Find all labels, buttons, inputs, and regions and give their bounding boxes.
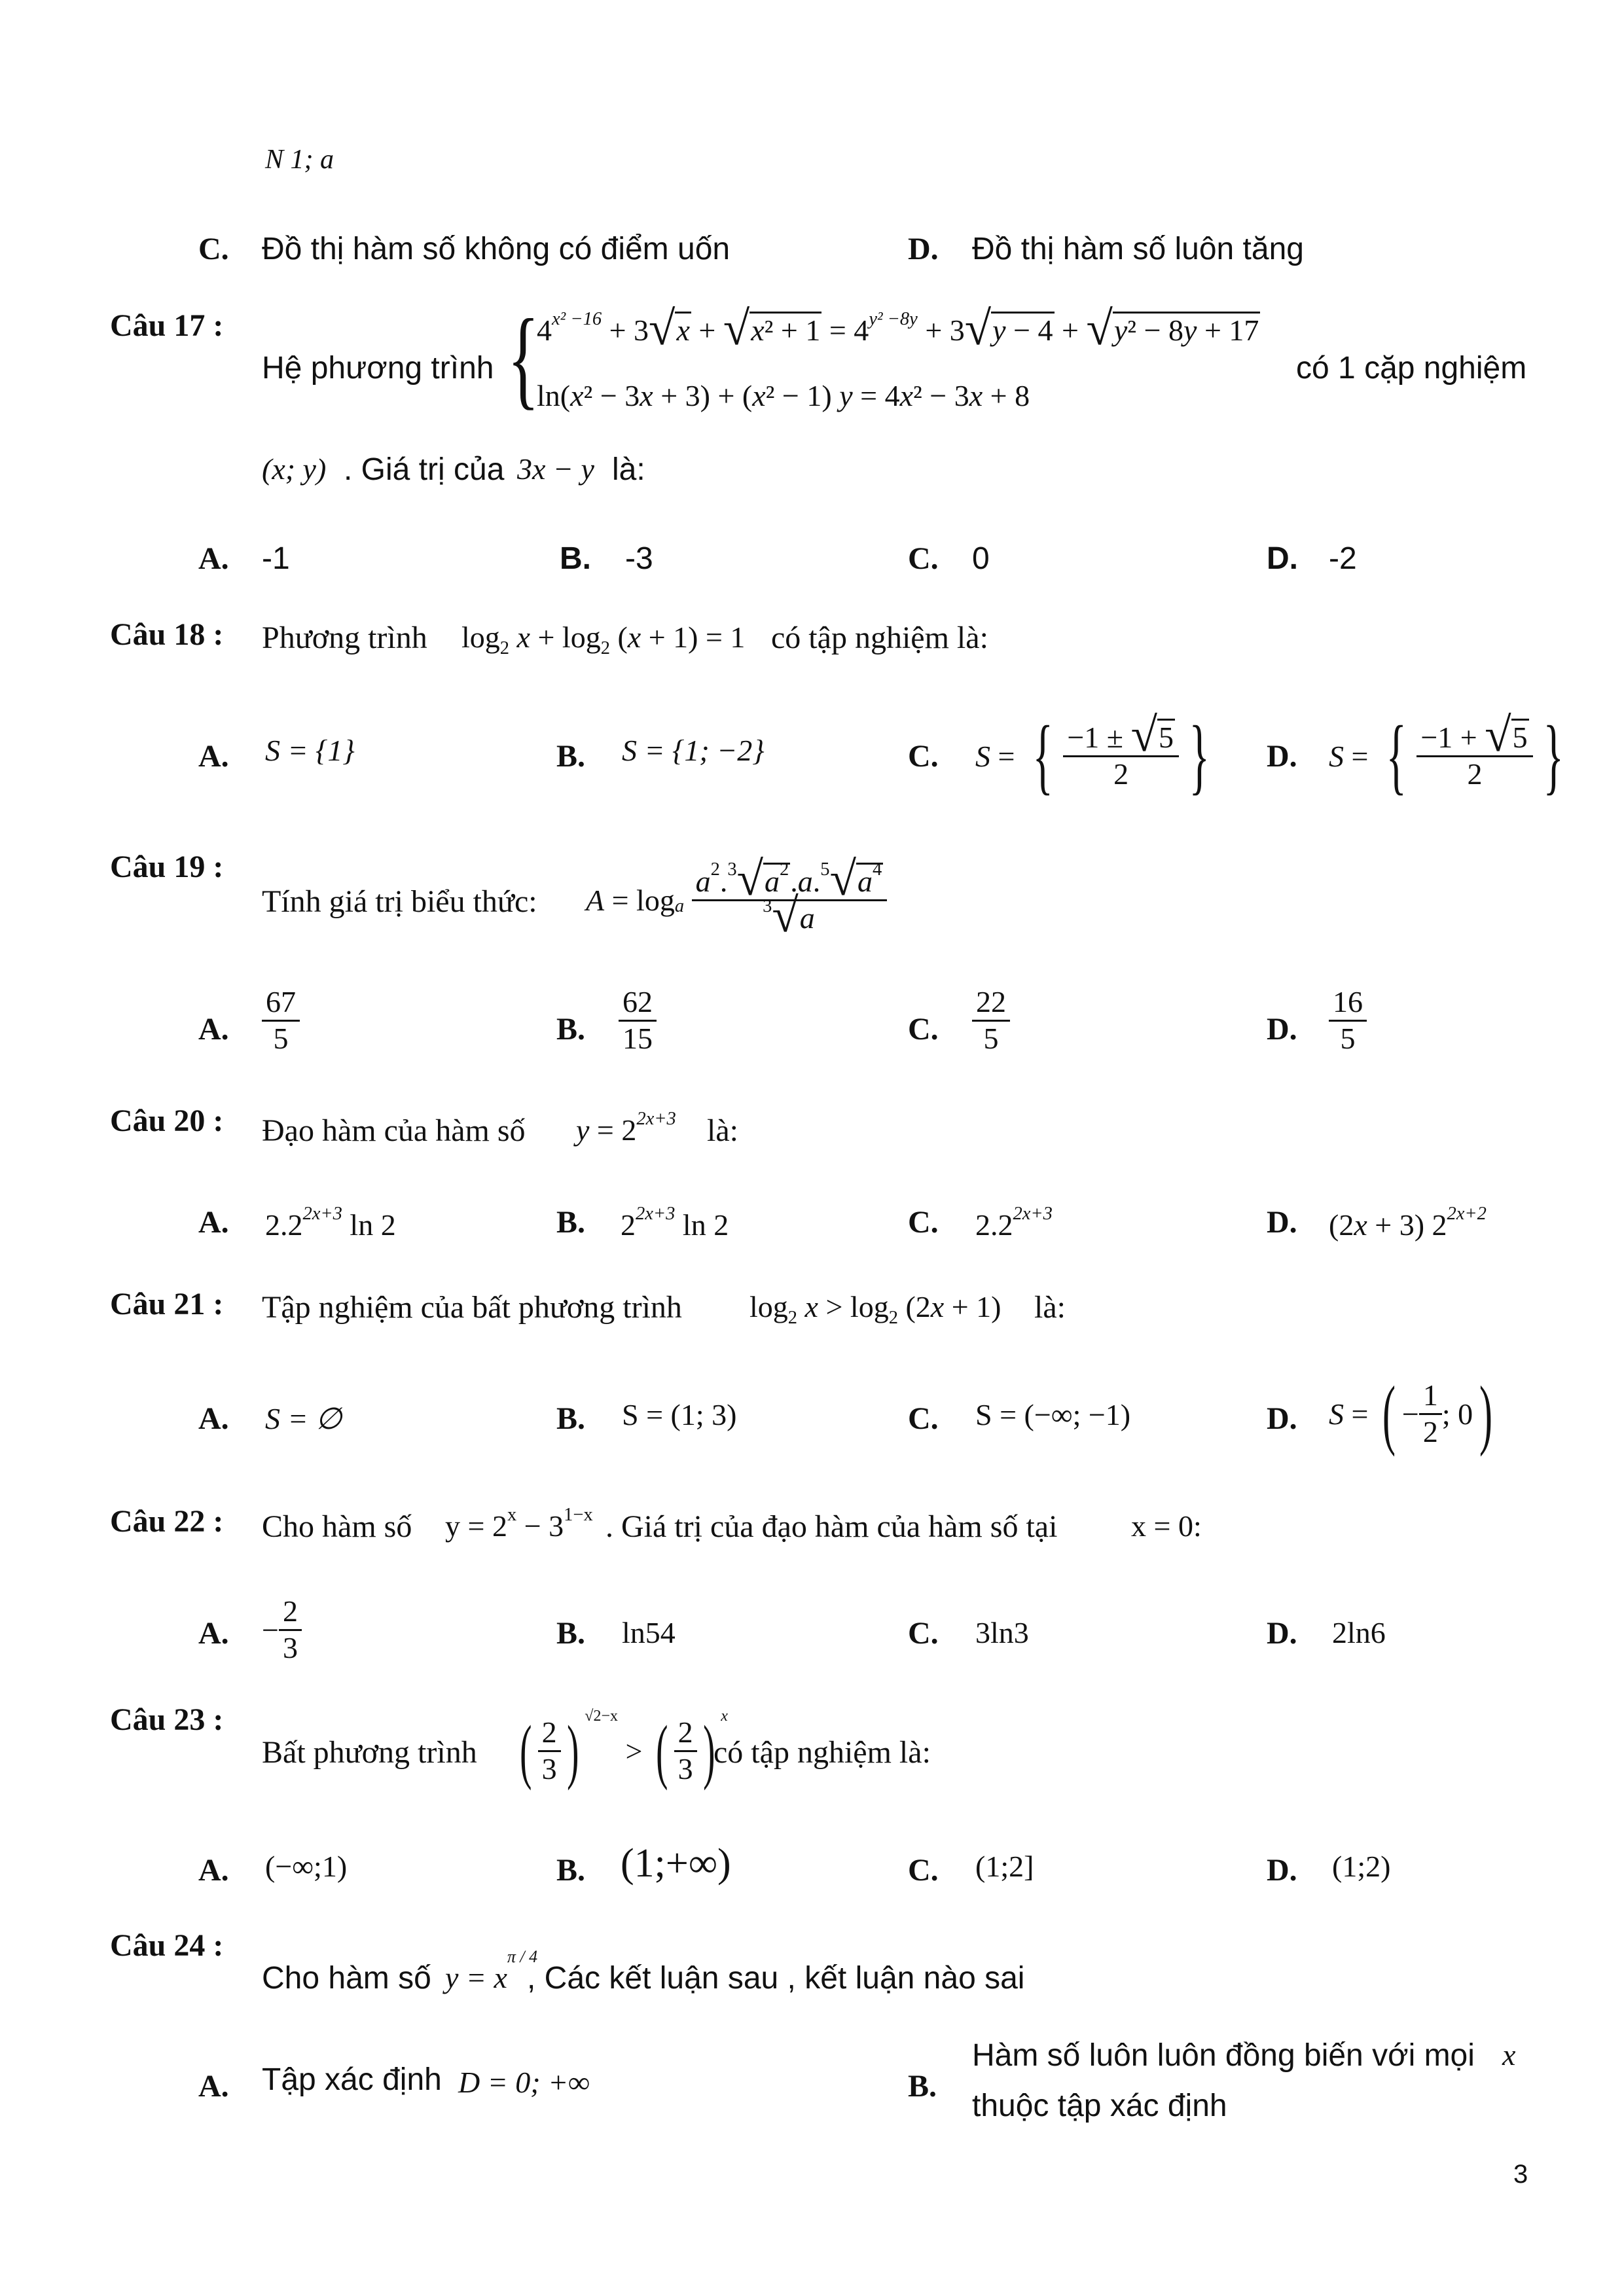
q18-equation: $\log_2 x + \log_2 (x + 1) = 1$ xyxy=(461,620,746,658)
q22-option-b-label: B. xyxy=(556,1616,586,1651)
q18-option-a-text: S = {1} xyxy=(265,734,355,767)
q17-number: Câu 17 : xyxy=(110,308,224,343)
q18-option-d-expr: S = { $\frac{-1 + √5}{2}$ } xyxy=(1329,708,1564,803)
q24-function: $y = x^{\pi / 4}$ xyxy=(445,1947,538,1994)
q19-option-c-fraction: $\frac{22}{5}$ xyxy=(972,985,1010,1056)
q17-option-a-label: A. xyxy=(198,541,229,576)
q22-point: x = 0: xyxy=(1131,1509,1202,1543)
q22-lead: Cho hàm số xyxy=(262,1509,412,1544)
q24-option-a-domain: D = 0; +∞ xyxy=(458,2066,590,2099)
q24-tail: , Các kết luận sau , kết luận nào sai xyxy=(527,1961,1025,1996)
q19-option-b-label: B. xyxy=(556,1012,586,1047)
q17-option-d-text: -2 xyxy=(1329,541,1357,576)
q22-option-a-label: A. xyxy=(198,1616,229,1651)
q17-option-b-text: -3 xyxy=(625,541,653,576)
q19-option-d-fraction: $\frac{16}{5}$ xyxy=(1329,985,1367,1056)
q19-number: Câu 19 : xyxy=(110,850,224,884)
q21-option-c-text: S = (−∞; −1) xyxy=(975,1398,1131,1431)
q16-option-c-label: C. xyxy=(198,232,229,266)
q18-option-b-label: B. xyxy=(556,739,586,774)
q20-option-d-label: D. xyxy=(1267,1205,1297,1240)
page-number: 3 xyxy=(1513,2160,1528,2189)
q24-option-b-line2: thuộc tập xác định xyxy=(972,2089,1227,2123)
q20-option-b-expr: $2^{2x+3}$ ln 2 xyxy=(621,1203,729,1242)
q22-number: Câu 22 : xyxy=(110,1504,224,1539)
q22-tail: . Giá trị của đạo hàm của hàm số tại xyxy=(605,1509,1058,1544)
q23-option-a-label: A. xyxy=(198,1853,229,1888)
q21-tail: là: xyxy=(1034,1290,1066,1325)
q20-option-d-expr: (2x + 3) $2^{2x+2}$ xyxy=(1329,1203,1487,1242)
q21-lead: Tập nghiệm của bất phương trình xyxy=(262,1290,682,1325)
q18-option-a-label: A. xyxy=(198,739,229,774)
q16-option-d-label: D. xyxy=(908,232,939,266)
q17-lead: Hệ phương trình xyxy=(262,351,494,386)
q20-lead: Đạo hàm của hàm số xyxy=(262,1113,526,1148)
q18-number: Câu 18 : xyxy=(110,617,224,652)
q19-expression: A = log $_a$ $\frac{a^2.^3√a^2.a.^5√a^4}{^3√a}$ xyxy=(586,848,887,952)
q21-option-d-expr: S = ( − $\frac{1}{2}$ ; 0 ) xyxy=(1329,1370,1493,1457)
q20-option-a-label: A. xyxy=(198,1205,229,1240)
q19-option-b-fraction: $\frac{62}{15}$ xyxy=(619,985,657,1056)
q22-option-d-label: D. xyxy=(1267,1616,1297,1651)
q21-option-b-text: S = (1; 3) xyxy=(622,1398,737,1431)
q22-option-b-text: ln54 xyxy=(622,1616,676,1649)
q19-option-a-fraction: $\frac{67}{5}$ xyxy=(262,985,300,1056)
q21-option-a-text: S = ∅ xyxy=(265,1402,342,1435)
q19-option-c-label: C. xyxy=(908,1012,939,1047)
q22-option-d-text: 2ln6 xyxy=(1332,1616,1386,1649)
q18-option-b-text: S = {1; −2} xyxy=(622,734,765,767)
q17-equation-2: ln(x² − 3x + 3) + (x² − 1) y = 4x² − 3x + 8 xyxy=(537,379,1030,412)
q23-lead: Bất phương trình xyxy=(262,1735,477,1770)
q23-option-d-text: (1;2) xyxy=(1332,1850,1391,1883)
q18-option-c-expr: S = { $\frac{-1 \pm √5}{2}$ } xyxy=(975,708,1210,803)
q17-option-c-text: 0 xyxy=(972,541,990,576)
q24-option-b-label: B. xyxy=(908,2069,937,2104)
q17-question-end: là: xyxy=(612,452,645,487)
top-fragment: N 1; a xyxy=(265,145,334,175)
q24-option-a-label: A. xyxy=(198,2069,229,2104)
q22-option-a-expr: − $\frac{2}{3}$ xyxy=(262,1587,302,1672)
q24-option-b-line1: Hàm số luôn luôn đồng biến với mọi xyxy=(972,2038,1475,2073)
q21-option-c-label: C. xyxy=(908,1401,939,1436)
q22-option-c-text: 3ln3 xyxy=(975,1616,1029,1649)
q17-system-brace: { xyxy=(507,296,539,420)
q24-number: Câu 24 : xyxy=(110,1928,224,1963)
q24-lead: Cho hàm số xyxy=(262,1961,431,1996)
q18-lead: Phương trình xyxy=(262,620,427,655)
q16-option-d-text: Đồ thị hàm số luôn tăng xyxy=(972,232,1304,266)
q20-tail: là: xyxy=(707,1113,738,1148)
q19-option-d-label: D. xyxy=(1267,1012,1297,1047)
q20-option-c-expr: $2.2^{2x+3}$ xyxy=(975,1203,1053,1242)
q18-tail: có tập nghiệm là: xyxy=(771,620,988,655)
q20-number: Câu 20 : xyxy=(110,1103,224,1138)
q23-option-d-label: D. xyxy=(1267,1853,1297,1888)
q23-option-b-text: (1;+∞) xyxy=(621,1841,731,1886)
q20-option-a-expr: $2.2^{2x+3}$ ln 2 xyxy=(265,1203,396,1242)
q18-option-c-label: C. xyxy=(908,739,939,774)
q17-question-mid: . Giá trị của xyxy=(344,452,505,487)
q17-option-b-label: B. xyxy=(560,541,591,576)
q24-option-b-var: x xyxy=(1502,2038,1516,2072)
q22-option-c-label: C. xyxy=(908,1616,939,1651)
q17-expr: 3x − y xyxy=(517,452,594,486)
q20-function: $y = 2^{2x+3}$ xyxy=(576,1108,676,1147)
q23-inequality: ( $\frac{2}{3}$ ) $^{√2-x}$ > ( $\frac{2}{3}$ ) $^x$ xyxy=(520,1707,728,1791)
q23-option-a-text: (−∞;1) xyxy=(265,1850,348,1883)
q23-option-c-label: C. xyxy=(908,1853,939,1888)
q23-option-c-text: (1;2] xyxy=(975,1850,1034,1883)
q21-option-a-label: A. xyxy=(198,1401,229,1436)
q24-option-a-text: Tập xác định xyxy=(262,2062,442,2097)
q21-inequality: $\log_2 x > \log_2 (2x + 1)$ xyxy=(749,1290,1001,1328)
q18-option-d-label: D. xyxy=(1267,739,1297,774)
q21-option-b-label: B. xyxy=(556,1401,586,1436)
q17-equation-1: $4^{x^2 -16} + 3√x + √x^2 + 1 = 4^{y^2 -8y} + 3√y - 4 + √y^2 - 8y + 17$ xyxy=(537,300,1259,355)
q17-option-d-label: D. xyxy=(1267,541,1298,576)
q17-option-a-text: -1 xyxy=(262,541,290,576)
q17-pair: (x; y) xyxy=(262,452,327,486)
q23-number: Câu 23 : xyxy=(110,1702,224,1737)
q21-number: Câu 21 : xyxy=(110,1287,224,1321)
q20-option-c-label: C. xyxy=(908,1205,939,1240)
q20-option-b-label: B. xyxy=(556,1205,586,1240)
q21-option-d-label: D. xyxy=(1267,1401,1297,1436)
q17-tail: có 1 cặp nghiệm xyxy=(1296,351,1527,386)
q19-lead: Tính giá trị biểu thức: xyxy=(262,884,537,919)
q23-tail: có tập nghiệm là: xyxy=(713,1735,931,1770)
q17-option-c-label: C. xyxy=(908,541,939,576)
q19-option-a-label: A. xyxy=(198,1012,229,1047)
q22-function: $y = 2^x - 3^{1-x}$ xyxy=(445,1504,593,1543)
q23-option-b-label: B. xyxy=(556,1853,586,1888)
q16-option-c-text: Đồ thị hàm số không có điểm uốn xyxy=(262,232,731,266)
